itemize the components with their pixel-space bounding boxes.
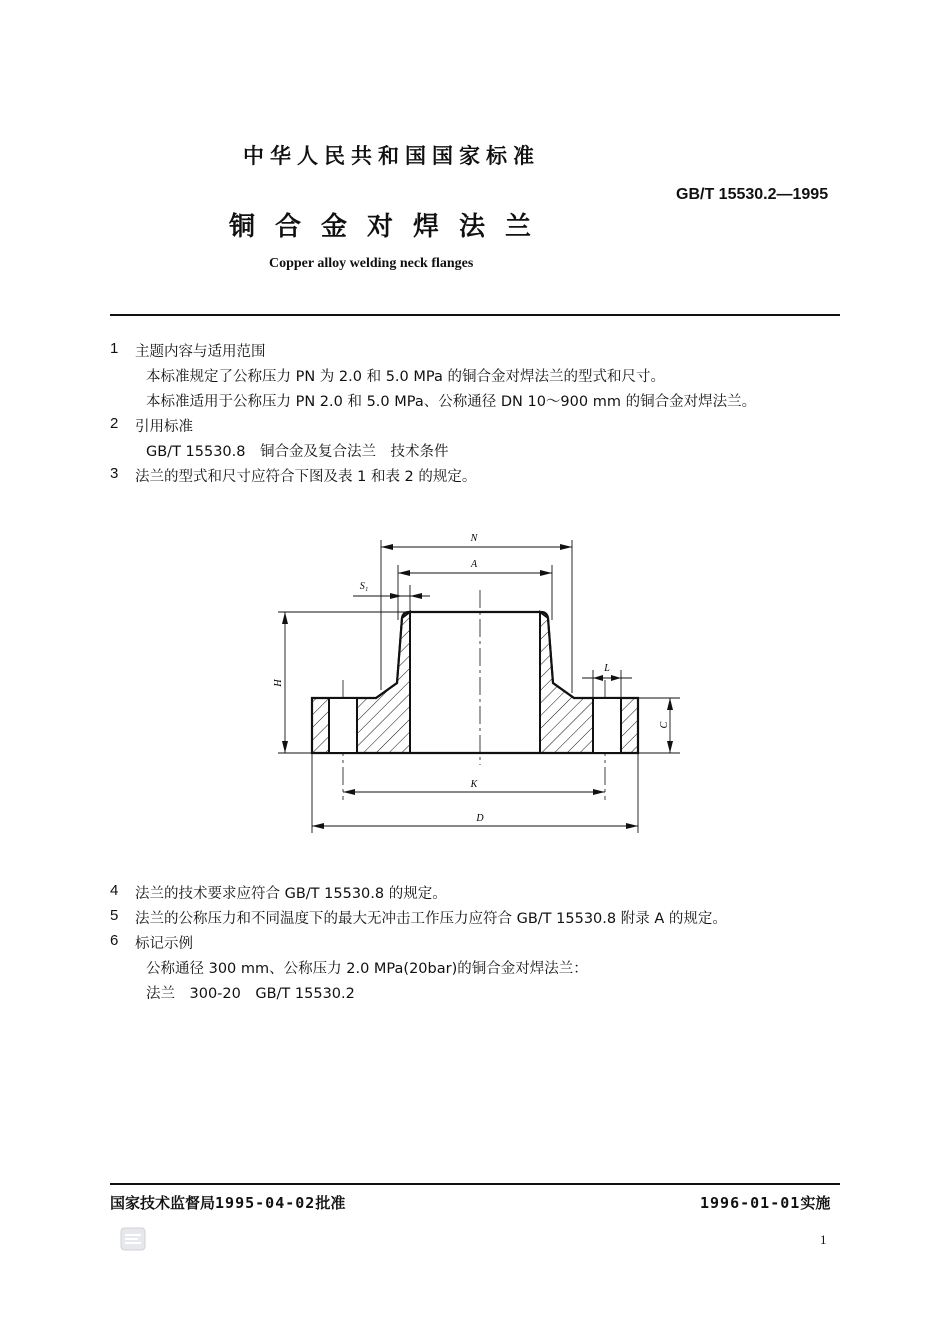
page-number: 1 [820,1232,827,1247]
dim-label-n: N [470,533,478,544]
issuer-heading: 中华人民共和国国家标准 [243,144,540,168]
section-1-heading: 主题内容与适用范围 [135,344,266,360]
section-4-number: 4 [110,882,119,899]
left-section-hatch [357,612,410,753]
section-2-heading: 引用标准 [135,419,193,435]
section-2-number: 2 [110,415,119,432]
header-rule [110,314,840,316]
dim-label-a: A [470,559,478,570]
section-1-paragraph-1: 本标准规定了公称压力 PN 为 2.0 和 5.0 MPa 的铜合金对焊法兰的型式和尺寸。 [146,369,665,385]
effective-date: 1996-01-01 [700,1194,801,1212]
approval-line [110,1192,345,1213]
approve-word: 批准 [315,1194,346,1212]
left-bolt-hole [329,698,357,753]
dim-label-s1: S₁ [359,581,369,592]
section-5-number: 5 [110,907,119,924]
right-rim-hatch [621,698,638,753]
section-4-text: 法兰的技术要求应符合 GB/T 15530.8 的规定。 [135,886,447,902]
section-3-text: 法兰的型式和尺寸应符合下图及表 1 和表 2 的规定。 [135,469,477,485]
dim-label-d: D [476,813,484,824]
effective-word: 实施 [800,1194,831,1212]
right-section-hatch [540,612,593,753]
section-3-number: 3 [110,465,119,482]
document-title: 铜合金对焊法兰 [229,212,552,242]
flange-drawing [260,525,690,849]
section-6-paragraph-1: 公称通径 300 mm、公称压力 2.0 MPa(20bar)的铜合金对焊法兰： [146,961,588,977]
section-6-number: 6 [110,932,119,949]
section-1-paragraph-2: 本标准适用于公称压力 PN 2.0 和 5.0 MPa、公称通径 DN 10～900 mm 的铜合金对焊法兰。 [146,394,757,410]
right-bolt-hole [593,698,621,753]
dim-label-k: K [470,779,478,790]
section-1-number: 1 [110,340,119,357]
section-6-paragraph-2: 法兰 300-20 GB/T 15530.2 [146,986,355,1002]
dim-label-c: C [659,721,670,729]
effective-line [700,1192,830,1213]
dim-label-l: L [604,663,610,674]
footer-rule [110,1183,840,1185]
flange-cross-section-svg [260,525,690,845]
dim-label-h: H [273,679,284,687]
publisher-logo-icon [118,1226,148,1252]
section-2-paragraph-1: GB/T 15530.8 铜合金及复合法兰 技术条件 [146,444,449,460]
section-5-text: 法兰的公称压力和不同温度下的最大无冲击工作压力应符合 GB/T 15530.8 附录 A 的规定。 [135,911,727,927]
approve-date: 1995-04-02 [215,1194,316,1212]
standard-code: GB/T 15530.2—1995 [676,186,829,203]
left-rim-hatch [312,698,329,753]
document-title-english: Copper alloy welding neck flanges [269,256,474,271]
section-6-heading: 标记示例 [135,936,193,952]
approver: 国家技术监督局 [110,1194,216,1212]
